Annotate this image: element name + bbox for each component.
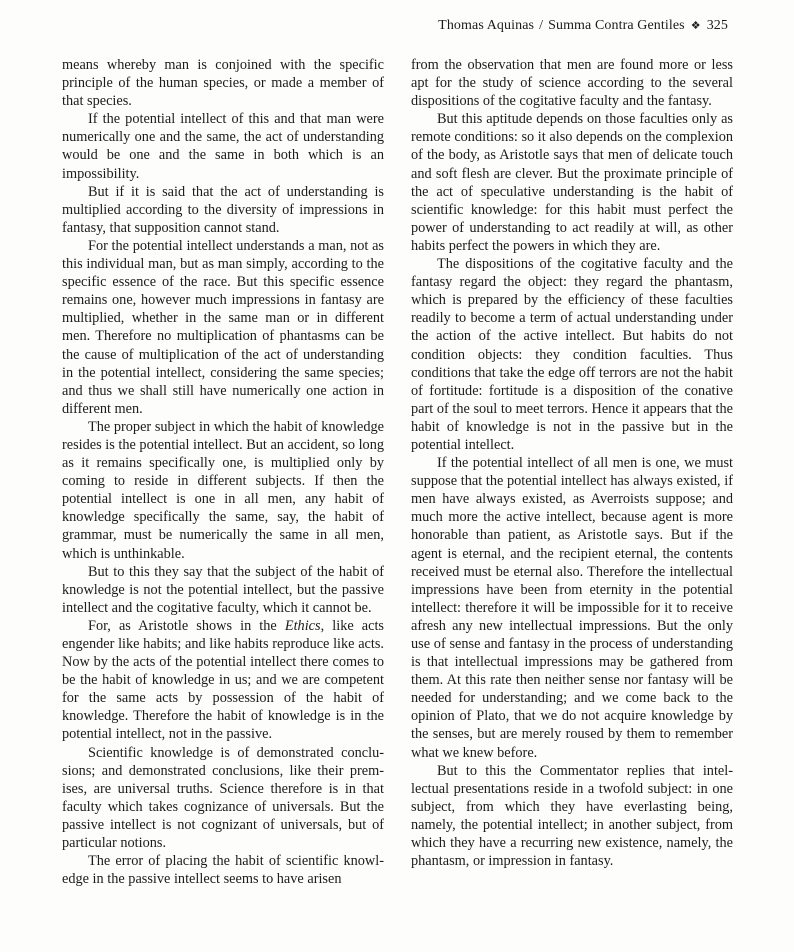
paragraph: The error of placing the habit of scientific knowledge in the passive intellect seems to have arisen	[62, 853, 384, 888]
left-column	[62, 56, 384, 888]
header-title: Summa Contra Gentiles	[548, 18, 685, 33]
paragraph	[62, 617, 384, 744]
header-separator: /	[539, 18, 544, 33]
right-column	[411, 56, 733, 870]
ornament-icon: ❖	[690, 20, 701, 32]
paragraph: If the potential intellect of all men is one, we must suppose that the potential intellect has always existed, if men have always existed, as Averroists suppose; and much more the active intellect, because agent is more honorable than patient, as Aristotle says. But if the agent is eternal, and the recipient eternal, the contents received must be eternal also. Therefore the intellectual impressions have been from eternity in the potential intellect: therefore it will be impossible for it to receive afresh any new intellectual impressions. But the only use of sense and fantasy in the process of understanding is that intellectual impressions may be gathered from them. At this rate then neither sense nor fantasy will be needed for understanding; and we come back to the opinion of Plato, that we do not acquire knowledge by the senses, but are merely roused by them to remember what we knew before.	[411, 455, 733, 761]
page-number: 325	[706, 18, 728, 33]
paragraph: means whereby man is conjoined with the specific principle of the human species, or made a member of that species.	[62, 57, 384, 110]
paragraph: from the observation that men are found more or less apt for the study of science according to the several dispositions of the cogitative faculty and the fantasy.	[411, 57, 733, 110]
header-author: Thomas Aquinas	[438, 18, 535, 33]
book-title-italic: Ethics	[284, 617, 321, 634]
paragraph: For the potential intellect understands a man, not as this individual man, but as man simply, according to the specific essence of the race. But this specific essence remains one, however much impressions in fantasy are multiplied, whether in the same man or in different men. Therefore no multiplication of phantasms can be the cause of multiplication of the act of understanding in the potential intellect, considering the same species; and thus we shall still have numerically one action in different men.	[62, 237, 384, 417]
text-run: , like acts engender like habits; and like habits reproduce like acts. Now by the acts of the potential intellect there comes to be the habit of knowledge in us; and we are competent for the same acts by possession of the habit of knowledge. Therefore the habit of knowledge is in the potential intellect, not in the passive.	[62, 617, 384, 743]
paragraph: The dispositions of the cogitative faculty and the fantasy regard the object: they regard the phantasm, which is prepared by the efficiency of these faculties readily to become a term of actual understanding under the action of the active intellect. But habits do not condition objects: they condition faculties. Thus conditions that take the edge off terrors are not the habit of fortitude: fortitude is a disposition of the conative part of the soul to meet terrors. Hence it appears that the habit of knowledge is not in the passive but in the potential intellect.	[411, 256, 733, 453]
paragraph: But to this the Commentator replies that intellectual presentations reside in a twofold subject: in one subject, from which they have everlasting being, namely, the potential intellect; in another subject, from which they have a recurring new existence, namely, the phantasm, or impression in fantasy.	[411, 762, 733, 870]
paragraph: But to this they say that the subject of the habit of knowledge is not the potential intellect, but the passive intellect and the cogitative faculty, which it cannot be.	[62, 563, 384, 616]
paragraph: If the potential intellect of this and that man were numerically one and the same, the act of understanding would be one and the same in both which is an impossibility.	[62, 111, 384, 182]
paragraph: The proper subject in which the habit of knowledge resides is the potential intellect. But an accident, so long as it remains specifically one, is multiplied only by coming to reside in different subjects. If then the potential intellect is one in all men, any habit of knowledge specifically the same, say, the habit of grammar, must be numerically the same in all men, which is unthinkable.	[62, 418, 384, 562]
paragraph: But if it is said that the act of understanding is multiplied according to the diversity of impressions in fantasy, that supposition cannot stand.	[62, 183, 384, 236]
running-head	[438, 18, 728, 34]
paragraph: But this aptitude depends on those faculties only as remote conditions: so it also depends on the complexion of the body, as Aristotle says that men of delicate touch and soft flesh are clever. But the proximate principle of the act of speculative understanding is the habit of scientific knowledge: for this habit must perfect the power of understanding to act readily at will, as other habits perfect the powers in which they are.	[411, 111, 733, 254]
paragraph: Scientific knowledge is of demonstrated conclusions; and demonstrated conclusions, like their premises, are universal truths. Science therefore is in that faculty which takes cognizance of universals. But the passive intellect is not cognizant of universals, but of particular notions.	[62, 744, 384, 852]
text-run: For, as Aristotle shows in the	[88, 617, 285, 634]
